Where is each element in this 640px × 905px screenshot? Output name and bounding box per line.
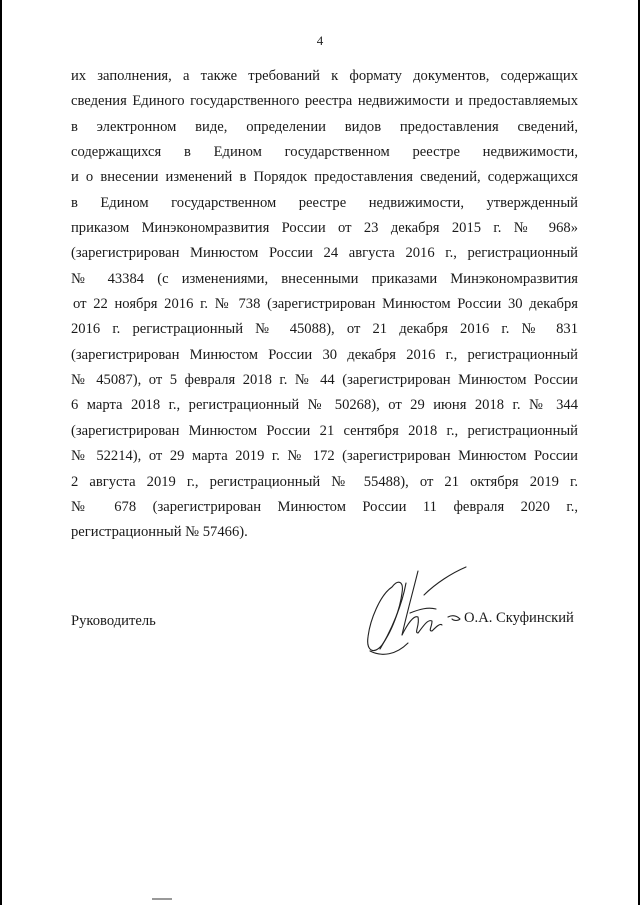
text-line: приказом Минэкономразвития России от 23 декабря 2015 г. № 968» bbox=[71, 220, 578, 237]
text-line: (зарегистрирован Минюстом России 24 августа 2016 г., регистрационный bbox=[71, 245, 578, 262]
text-line: (зарегистрирован Минюстом России 30 декабря 2016 г., регистрационный bbox=[71, 346, 578, 363]
page-number: 4 bbox=[316, 33, 324, 48]
text-line: 2 августа 2019 г., регистрационный № 55488), от 21 октября 2019 г. bbox=[71, 473, 578, 490]
text-line: и о внесении изменений в Порядок предоставления сведений, содержащихся bbox=[71, 169, 578, 186]
text-line: 6 марта 2018 г., регистрационный № 50268), от 29 июня 2018 г. № 344 bbox=[71, 397, 578, 414]
handwritten-signature bbox=[362, 565, 472, 660]
text-line: содержащихся в Едином государственном реестре недвижимости, bbox=[71, 144, 578, 161]
text-line: № 52214), от 29 марта 2019 г. № 172 (зарегистрирован Минюстом России bbox=[71, 448, 578, 465]
text-line: в Едином государственном реестре недвижимости, утвержденный bbox=[71, 194, 578, 211]
text-line: в электронном виде, определении видов предоставления сведений, bbox=[71, 118, 578, 135]
body-paragraph bbox=[71, 64, 578, 546]
text-line: их заполнения, а также требований к формату документов, содержащих bbox=[71, 68, 578, 84]
scan-artifact bbox=[152, 898, 172, 900]
text-line: сведения Единого государственного реестра недвижимости и предоставляемых bbox=[71, 93, 578, 110]
text-line: № 45087), от 5 февраля 2018 г. № 44 (зарегистрирован Минюстом России bbox=[71, 372, 578, 389]
signatory-title: Руководитель bbox=[71, 613, 156, 629]
text-line: (зарегистрирован Минюстом России 21 сентября 2018 г., регистрационный bbox=[71, 422, 578, 439]
text-line: № 43384 (с изменениями, внесенными приказами Минэкономразвития bbox=[71, 270, 578, 287]
text-line: от 22 ноября 2016 г. № 738 (зарегистрирован Минюстом России 30 декабря bbox=[73, 296, 578, 313]
signatory-name: О.А. Скуфинский bbox=[464, 610, 574, 626]
text-line: регистрационный № 57466). bbox=[71, 524, 248, 541]
text-line: 2016 г. регистрационный № 45088), от 21 декабря 2016 г. № 831 bbox=[71, 321, 578, 338]
document-page bbox=[2, 0, 638, 905]
text-line: № 678 (зарегистрирован Минюстом России 11 февраля 2020 г., bbox=[71, 498, 578, 515]
